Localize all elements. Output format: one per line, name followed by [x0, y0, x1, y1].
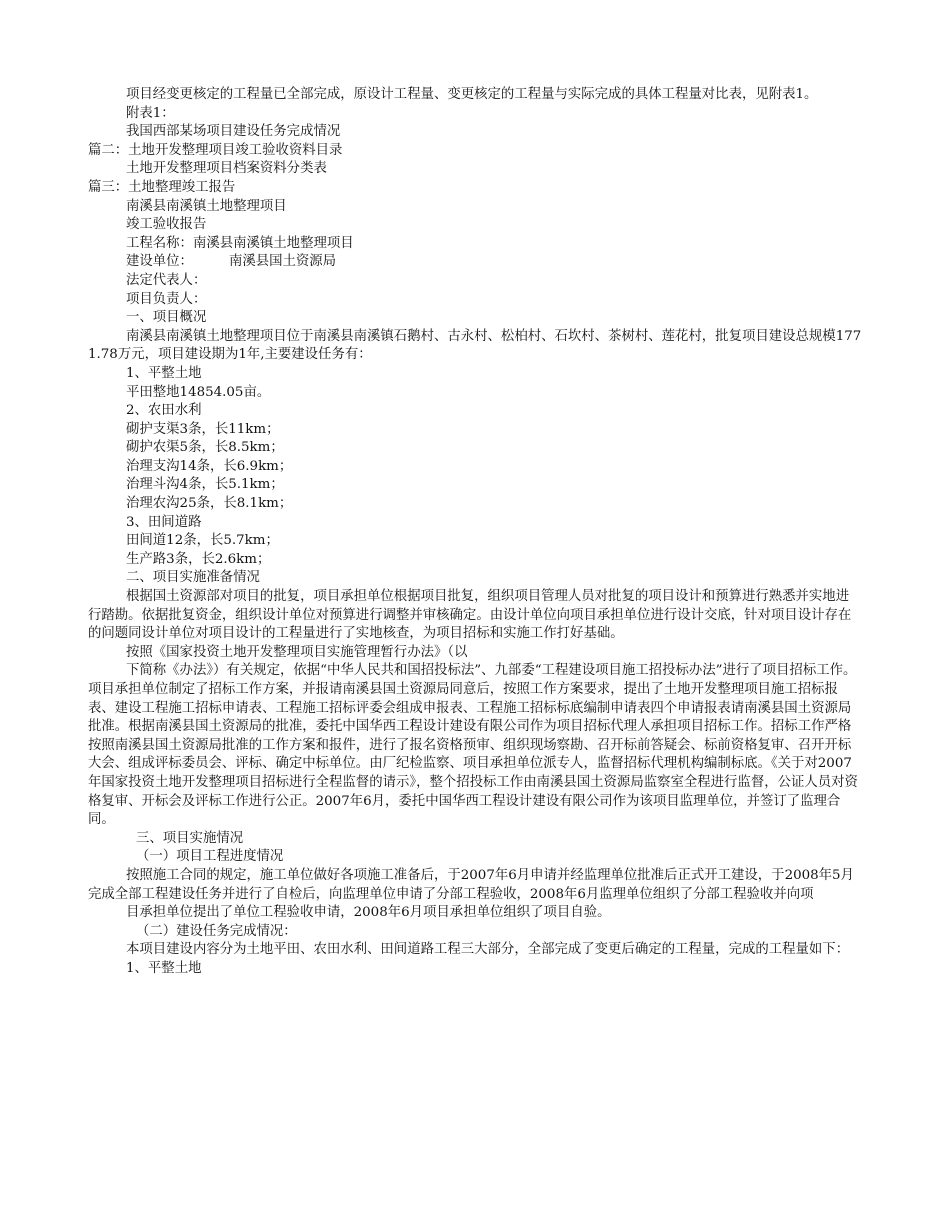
appendix-title: 我国西部某场项目建设任务完成情况	[126, 124, 341, 140]
builder-field	[88, 253, 862, 272]
heading-completion: （二）建设任务完成情况：	[136, 923, 297, 939]
item-field-leveling: 平田整地14854.05亩。	[126, 384, 271, 400]
heading-overview: 一、项目概况	[126, 310, 207, 326]
item-dou-ditch: 治理斗沟4条，长5.1km；	[126, 477, 284, 493]
item-land-leveling: 1、平整土地	[126, 365, 202, 381]
section-heading-part3: 篇三：土地整理竣工报告	[88, 179, 236, 195]
paragraph-acceptance: 目承担单位提出了单位工程验收申请，2008年6月项目承担单位组织了项目自验。	[126, 905, 611, 921]
paragraph-progress: 按照施工合同的规定，施工单位做好各项施工准备后，于2007年6月申请并经监理单位批准后正式开工建设，于2008年5月完成全部工程建设任务并进行了自检后，向监理单位申请了分部工程验收，2008年6月监理单位组织了分部工程验收并向项	[88, 867, 854, 902]
builder-value: 南溪县国土资源局	[228, 254, 337, 270]
heading-progress: （一）项目工程进度情况	[136, 849, 284, 865]
project-lead-field: 项目负责人：	[126, 291, 207, 307]
item-branch-ditch: 治理支沟14条，长6.9km；	[126, 458, 293, 474]
heading-implementation: 三、项目实施情况	[136, 830, 244, 846]
item-branch-canal: 砌护支渠3条，长11km；	[126, 421, 280, 437]
legal-rep-field: 法定代表人：	[126, 272, 207, 288]
paragraph-bidding: 下简称《办法》）有关规定，依据“中华人民共和国招投标法”、九部委“工程建设项目施工招投标办法”进行了项目招标工作。项目承担单位制定了招标工作方案，并报请南溪县国土资源局同意后，按照工作方案要求，提出了土地开发整理项目施工招标报表、建设工程施工招标申请表、工程施工招标评委会组成申报表、工程施工招标标底编制申请表四个申请报表请南溪县国土资源局批准。根据南溪县国土资源局的批准，委托中国华西工程设计建设有限公司作为项目招标代理人承担项目招标工作。招标工作严格按照南溪县国土资源局批准的工作方案和报件，进行了报名资格预审、组织现场察勘、召开标前答疑会、标前资格复审、召开开标大会、组成评标委员会、评标、确定中标单位。由厂纪检监察、项目承担单位派专人，监督招标代理机构编制标底。《关于对2007年国家投资土地开发整理项目招标进行全程监督的请示》，整个招投标工作由南溪县国土资源局监察室全程进行监督，公证人员对资格复审、开标会及评标工作进行公正。2007年6月，委托中国华西工程设计建设有限公司作为该项目监理单位，并签订了监理合同。	[88, 663, 858, 828]
paragraph-summary: 项目经变更核定的工程量已全部完成，原设计工程量、变更核定的工程量与实际完成的具体工程量对比表，见附表1。	[126, 87, 818, 102]
item-farm-ditch: 治理农沟25条，长8.1km；	[126, 496, 293, 512]
appendix-label: 附表1：	[126, 105, 175, 121]
project-name-line: 南溪县南溪镇土地整理项目	[126, 198, 287, 214]
paragraph-measures-intro: 按照《国家投资土地开发整理项目实施管理暂行办法》（以	[126, 644, 468, 660]
item-farm-canal: 砌护农渠5条，长8.5km；	[126, 440, 284, 456]
report-title: 竣工验收报告	[126, 217, 207, 233]
archive-table-title: 土地开发整理项目档案资料分类表	[126, 161, 327, 177]
paragraph-overview: 南溪县南溪镇土地整理项目位于南溪县南溪镇石鹅村、古永村、松柏村、石坎村、茶树村、莲花村，批复项目建设总规模1771.78万元，项目建设期为1年,主要建设任务有：	[88, 328, 862, 363]
paragraph-completion: 本项目建设内容分为土地平田、农田水利、田间道路工程三大部分，全部完成了变更后确定的工程量，完成的工程量如下：	[126, 942, 850, 958]
heading-preparation: 二、项目实施准备情况	[126, 570, 260, 586]
section-heading-part2: 篇二：土地开发整理项目竣工验收资料目录	[88, 142, 343, 158]
item-irrigation: 2、农田水利	[126, 403, 202, 419]
item-land-leveling-2: 1、平整土地	[126, 960, 202, 976]
builder-label: 建设单位：	[126, 254, 193, 270]
item-field-road: 田间道12条，长5.7km；	[126, 533, 279, 549]
paragraph-preparation: 根据国土资源部对项目的批复，项目承担单位根据项目批复，组织项目管理人员对批复的项目设计和预算进行熟悉并实地进行踏勘。依据批复资金，组织设计单位对预算进行调整并审核确定。由设计单位向项目承担单位进行设计交底，针对项目设计存在的问题同设计单位对项目设计的工程量进行了实地核查，为项目招标和实施工作打好基础。	[88, 589, 852, 642]
project-name-field: 工程名称：南溪县南溪镇土地整理项目	[126, 235, 354, 251]
item-production-road: 生产路3条，长2.6km；	[126, 551, 271, 567]
item-field-roads: 3、田间道路	[126, 514, 202, 530]
